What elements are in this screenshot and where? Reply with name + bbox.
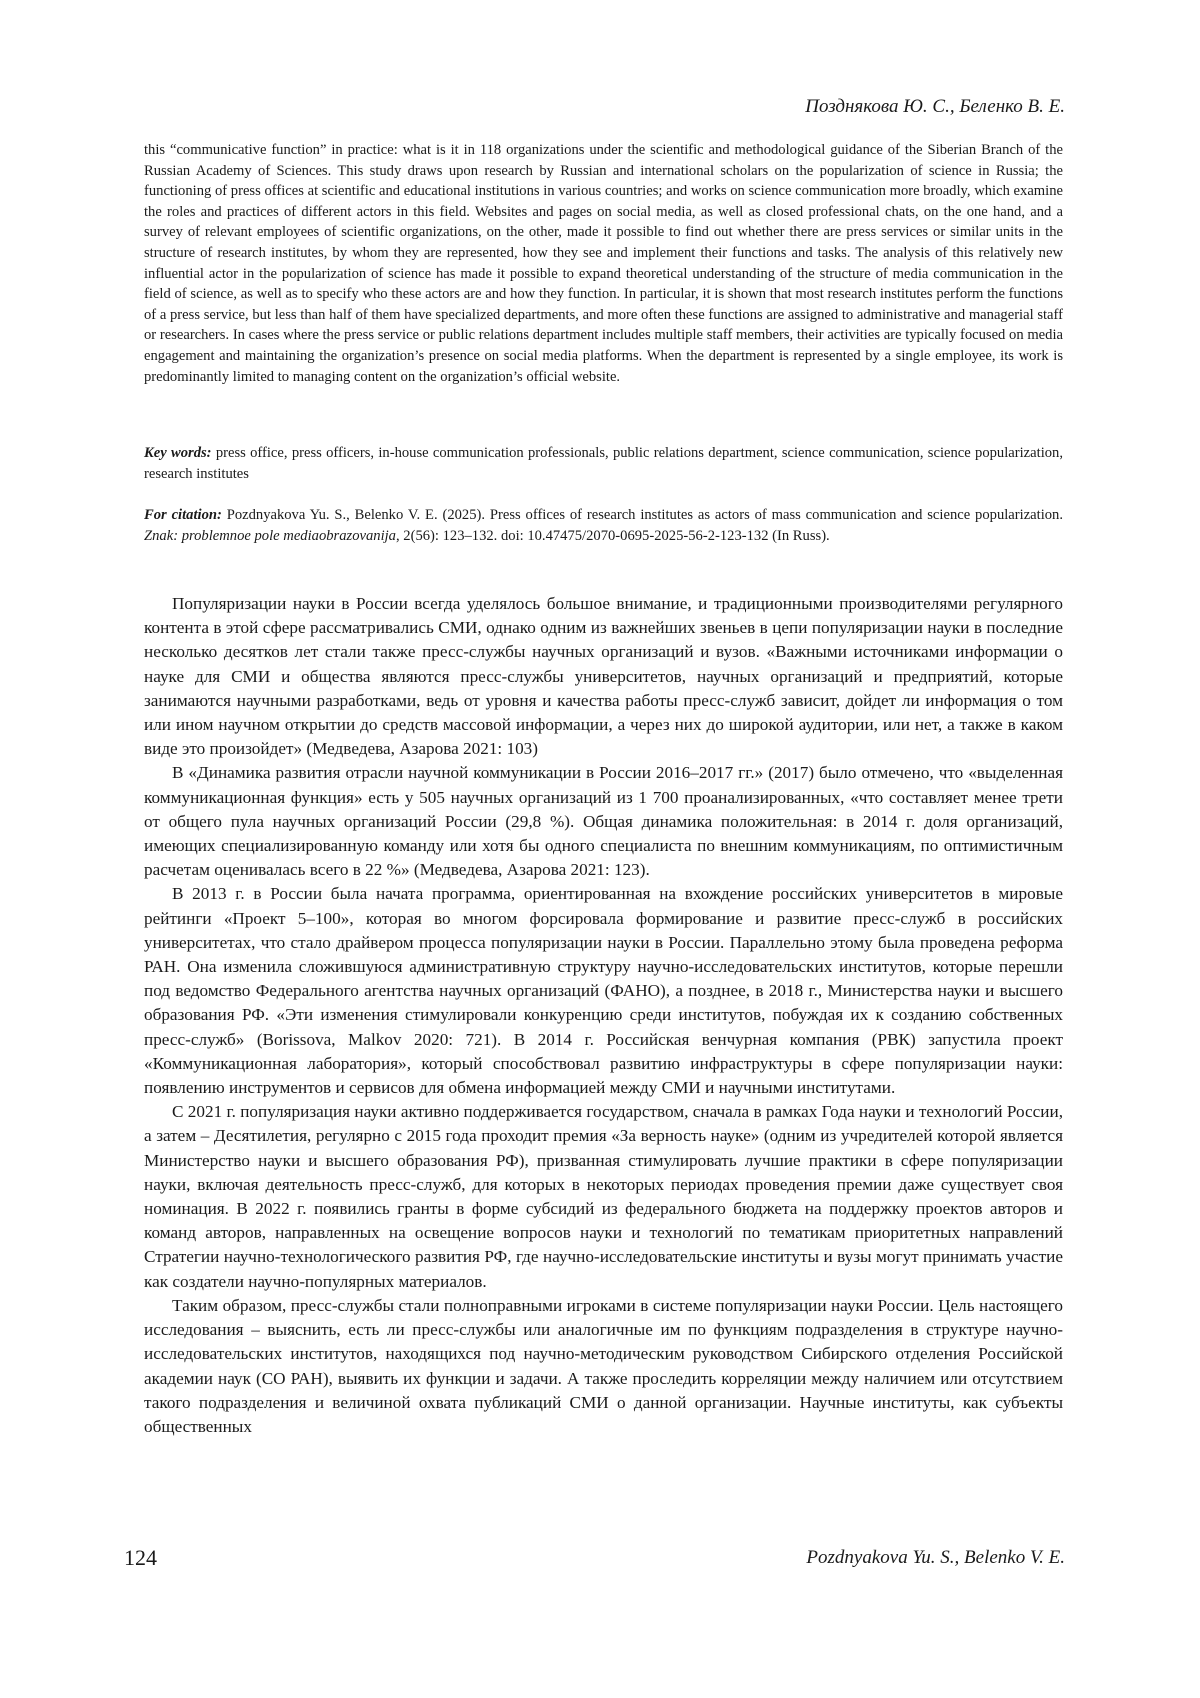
- body-paragraph-5: Таким образом, пресс-службы стали полноправными игроками в системе популяризации науки России. Цель настоящего исследования – выяснить, есть ли пресс-службы или аналогичные им по функциям подразделения в структуре научно-исследовательских институтов, находящихся под научно-методическим руководством Сибирского отделения Российской академии наук (СО РАН), выявить их функции и задачи. А также проследить корреляции между наличием или отсутствием такого подразделения и величиной охвата публикаций СМИ о данной организации. Научные институты, как субъекты общественных: [144, 1295, 1063, 1436]
- body-paragraph-1: Популяризации науки в России всегда уделялось большое внимание, и традиционными производителями регулярного контента в этой сфере рассматривались СМИ, однако одним из важнейших звеньев в цепи популяризации науки в последние несколько десятков лет стали также пресс-службы научных организаций и вузов. «Важными источниками информации о науке для СМИ и общества являются пресс-службы университетов, научных организаций и предприятий, которые занимаются научными разработками, ведь от уровня и качества работы пресс-служб зависит, дойдет ли информация о том или ином научном открытии до средств массовой информации, а через них до широкой аудитории, или нет, а также в каком виде это произойдет» (Медведева, Азарова 2021: 103): [144, 594, 1063, 759]
- keywords-text: press office, press officers, in-house communication professionals, public relations department, science communication, science popularization, research institutes: [144, 445, 1063, 482]
- citation-label: For citation:: [144, 507, 222, 523]
- abstract-text: this “communicative function” in practice: what is it in 118 organizations under the scientific and methodological guidance of the Siberian Branch of the Russian Academy of Sciences. This study draws upon research by Russian and international scholars on the popularization of science in Russia; the functioning of press offices at scientific and educational institutions in various countries; and works on science communication more broadly, which examine the roles and practices of different actors in this field. Websites and pages on social media, as well as closed professional chats, on the one hand, and a survey of relevant employees of scientific organizations, on the other, made it possible to find out whether there are press services or similar units in the structure of research institutes, by whom they are represented, how they see and implement their functions and tasks. The analysis of this relatively new influential actor in the popularization of science has made it possible to expand theoretical understanding of the structure of media communication in the field of science, as well as to specify who these actors are and how they function. In particular, it is shown that most research institutes perform the functions of a press service, but less than half of them have specialized departments, and more often these functions are assigned to administrative and managerial staff or researchers. In cases where the press service or public relations department includes multiple staff members, their activities are typically focused on media engagement and maintaining the organization’s presence on social media platforms. When the department is represented by a single employee, its work is predominantly limited to managing content on the organization’s official website.: [144, 142, 1063, 385]
- body-paragraph-3: В 2013 г. в России была начата программа, ориентированная на вхождение российских университетов в мировые рейтинги «Проект 5–100», которая во многом форсировала формирование и развитие пресс-служб в российских университетах, что стало драйвером процесса популяризации науки в России. Параллельно этому была проведена реформа РАН. Она изменила сложившуюся административную структуру научно-исследовательских институтов, которые перешли под ведомство Федерального агентства научных организаций (ФАНО), а позднее, в 2018 г., Министерства науки и высшего образования РФ. «Эти изменения стимулировали конкуренцию среди институтов, побуждая их к созданию собственных пресс-служб» (Borissova, Malkov 2020: 721). В 2014 г. Российская венчурная компания (РВК) запустила проект «Коммуникационная лаборатория», который способствовал развитию инфраструктуры в сфере популяризации науки: появлению инструментов и сервисов для обмена информацией между СМИ и научными институтами.: [144, 884, 1063, 1098]
- keywords-block: [144, 443, 1063, 484]
- page-number: 124: [124, 1545, 157, 1570]
- citation-journal-name: Znak: problemnoe pole mediaobrazovanija: [144, 527, 396, 544]
- running-foot-authors: Pozdnyakova Yu. S., Belenko V. E.: [806, 1547, 1065, 1568]
- citation-text-before: Pozdnyakova Yu. S., Belenko V. E. (2025). Press offices of research institutes as actors of mass communication and science popularization.: [221, 507, 1063, 523]
- citation-block: [144, 505, 1063, 546]
- body-paragraph-4: С 2021 г. популяризация науки активно поддерживается государством, сначала в рамках Года науки и технологий России, а затем – Десятилетия, регулярно с 2015 года проходит премия «За верность науке» (одним из учредителей которой является Министерство науки и высшего образования РФ), призванная стимулировать лучшие практики в сфере популяризации науки, включая деятельность пресс-служб, для которых в некоторых периодах проведения премии даже существует своя номинация. В 2022 г. появились гранты в форме субсидий из федерального бюджета на поддержку проектов авторов и команд авторов, направленных на освещение вопросов науки и технологий по тематикам приоритетных направлений Стратегии научно-технологического развития РФ, где научно-исследовательские институты и вузы могут принимать участие как создатели научно-популярных материалов.: [144, 1102, 1063, 1291]
- article-body: [144, 592, 1063, 1439]
- keywords-label: Key words:: [144, 445, 212, 461]
- citation-text-after: , 2(56): 123–132. doi: 10.47475/2070-0695-2025-56-2-123-132 (In Russ).: [395, 527, 830, 544]
- body-paragraph-2: В «Динамика развития отрасли научной коммуникации в России 2016–2017 гг.» (2017) было отмечено, что «выделенная коммуникационная функция» есть у 505 научных организаций из 1 700 проанализированных, «что составляет менее трети от общего пула научных организаций России (29,8 %). Общая динамика положительная: в 2014 г. доля организаций, имеющих специализированную команду или хотя бы одного специалиста по внешним коммуникациям, по оптимистичным расчетам оценивалась всего в 22 %» (Медведева, Азарова 2021: 123).: [144, 763, 1063, 880]
- running-head-authors: Позднякова Ю. С., Беленко В. Е.: [805, 96, 1065, 117]
- abstract-block: [144, 140, 1063, 387]
